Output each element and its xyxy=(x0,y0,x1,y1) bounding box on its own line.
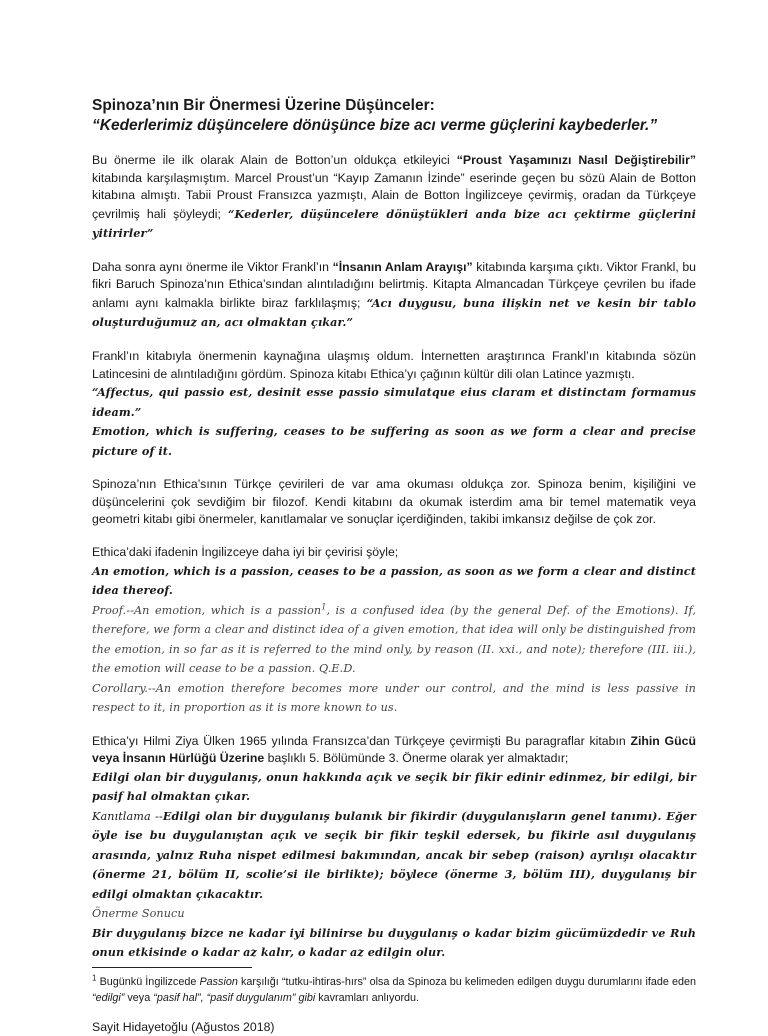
kanit-label: Kanıtlama -- xyxy=(92,809,163,823)
turkish-proof xyxy=(92,807,696,905)
english-corollary: Corollary.--An emotion therefore becomes more under our control, and the mind is less passive in respect to it, in proportion as it is more known to us. xyxy=(92,681,696,715)
page-title: Spinoza’nın Bir Önermesi Üzerine Düşünceler: xyxy=(92,97,435,114)
kanit-text: Edilgi olan bir duygulanış bulanık bir fikirdir (duygulanışların genel tanımı). Eğer öyle ise bu duygulanıştan açık ve seçik bir fikir teşkil edersek, bu fikirle asıl duygulanış arasında, yalnız Ruha nispet edilmesi bakımından, ancak bir sebep (raison) ayrılışı olacaktır (önerme 21, bölüm II, scolie’si ile birlikte); böylece (önerme 3, bölüm III), duygulanış bir edilgi olmaktan çıkacaktır. xyxy=(92,808,697,901)
footnote-divider xyxy=(92,967,252,968)
latin-quote: “Affectus, qui passio est, desinit esse passio simulatque eius claram et distinctam formamus ideam.” xyxy=(92,385,696,419)
p1-text-a: Bu önerme ile ilk olarak Alain de Botton’un oldukça etkileyici xyxy=(92,153,457,167)
p6-text-a: Ethica’yı Hilmi Ziya Ülken 1965 yılında Fransızca’dan Türkçeye çevirmişti Bu paragraflar kitabın xyxy=(92,733,631,748)
p2-quote: “Acı duygusu, buna ilişkin net ve kesin bir tablo oluşturduğumuz an, acı olmaktan çıkar.” xyxy=(92,295,697,330)
p6-book-title: Zihin Gücü veya İnsanın Hürlüğü Üzerine xyxy=(92,733,696,766)
author-signature: Sayit Hidayetoğlu (Ağustos 2018) xyxy=(92,1019,275,1034)
fn-text-b: karşılığı “tutku-ihtiras-hırs” olsa da Spinoza bu kelimeden edilgen duygu durumlarını ifade eden xyxy=(237,975,697,988)
p1-quote: “Kederler, düşüncelere dönüştükleri anda bize acı çektirme güçlerini yitirirler” xyxy=(92,206,696,241)
sonuc-label: Önerme Sonucu xyxy=(92,907,185,921)
paragraph-ethica-translations: Spinoza’nın Ethica’sının Türkçe çevirileri de var ama okuması oldukça zor. Spinoza benim, kişiliğini ve düşüncelerini çok sevdiğim bir filozof. Kendi kitabını da okumak isterdim ama bir temel matematik veya geometri kitabı gibi önermeler, kanıtlamalar ve sonuçlar içerdiğinden, takibi imkansız değilse de çok zor. xyxy=(92,477,696,527)
english-quote: Emotion, which is suffering, ceases to be suffering as soon as we form a clear and precise picture of it. xyxy=(92,424,696,458)
paragraph-proust xyxy=(92,152,696,244)
english-proposition: An emotion, which is a passion, ceases to be a passion, as soon as we form a clear and distinct idea thereof. xyxy=(92,563,696,598)
p1-book-title: “Proust Yaşamınızı Nasıl Değiştirebilir” xyxy=(456,153,697,167)
p2-book-title: “İnsanın Anlam Arayışı” xyxy=(332,259,473,274)
footnote-ref: 1 xyxy=(321,601,327,611)
paragraph-english-intro: Ethica’daki ifadenin İngilizceye daha iyi bir çevirisi şöyle; xyxy=(92,544,399,559)
document-page xyxy=(92,96,696,1036)
paragraph-frankl xyxy=(92,259,696,333)
p2-text-b: kitabında karşıma çıktı. Viktor Frankl, bu fikri Baruch Spinoza’nın Ethica’sından alıntıladığını belirtmiş. Kitapta Almancadan Türkçeye çevrilen bu ifade anlamı aynı kalmakla birlikte biraz farklılaşmış; xyxy=(92,259,696,310)
fn-text-d: kavramları anlıyordu. xyxy=(315,991,420,1004)
proof-text-a: Proof.--An emotion, which is a passion xyxy=(92,603,322,617)
page-subtitle-quote: “Kederlerimiz düşüncelere dönüşünce bize acı verme güçlerini kaybederler.” xyxy=(92,117,658,134)
turkish-proposition: Edilgi olan bir duygulanış, onun hakkında açık ve seçik bir fikir edinir edinmez, bir edilgi, bir pasif hal olmaktan çıkar. xyxy=(92,769,696,804)
footnote xyxy=(92,974,696,1006)
footnote-number: 1 xyxy=(92,973,97,983)
fn-edilgi: “edilgi” xyxy=(92,991,125,1004)
english-proof xyxy=(92,601,696,679)
sonuc-text: Bir duygulanış bizce ne kadar iyi bilinirse bu duygulanış o kadar bizim gücümüzdedir ve Ruh onun etkisinde o kadar az kalır, o kadar az edilgin olur. xyxy=(92,925,696,960)
p2-text-a: Daha sonra aynı önerme ile Viktor Frankl’ın xyxy=(92,259,333,274)
fn-text-a: Bugünkü İngilizcede xyxy=(96,975,200,988)
fn-text-c: veya xyxy=(124,991,154,1004)
fn-passion: Passion xyxy=(199,975,238,988)
fn-pasif: “pasif hal”, “pasif duygulanım” gibi xyxy=(153,991,316,1004)
paragraph-turkish-translation xyxy=(92,733,696,768)
proof-text-b: , is a confused idea (by the general Def. of the Emotions). If, therefore, we form a clear and distinct idea of a given emotion, that idea will only be distinguished from the emotion, in so far as it is referred to the mind only, by reason (II. xxi., and note); therefore (III. iii.), the emotion will cease to be a passion. Q.E.D. xyxy=(92,603,696,676)
p6-text-b: başlıklı 5. Bölümünde 3. Önerme olarak yer almaktadır; xyxy=(264,751,569,766)
p1-text-b: kitabında karşılaşmıştım. Marcel Proust’un “Kayıp Zamanın İzinde” eserinde geçen bu sözü Alain de Botton kitabına almıştı. Tabii Proust Fransızca yazmıştı, Alain de Botton İngilizceye çevirmiş, oradan da Türkçeye çevrilmiş hali şöyleydi; xyxy=(92,170,696,221)
paragraph-latin-source: Frankl’ın kitabıyla önermenin kaynağına ulaşmış oldum. İnternetten araştırınca Frankl’ın kitabında sözün Latincesini de alıntıladığını gördüm. Spinoza kitabı Ethica’yı çağının kültür dili olan Latince yazmıştı. xyxy=(92,348,696,381)
